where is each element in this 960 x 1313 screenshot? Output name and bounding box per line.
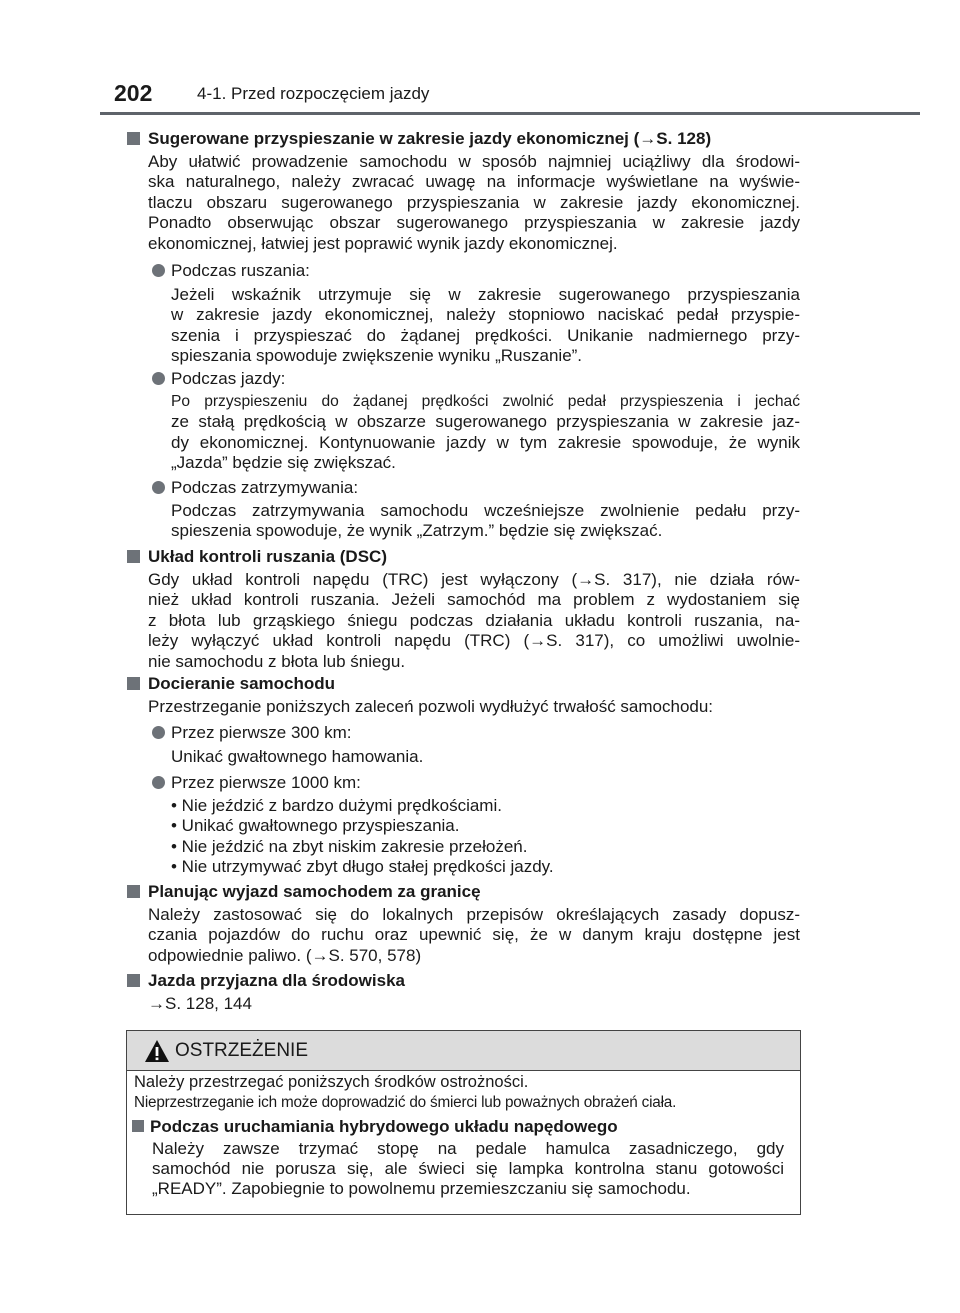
heading-text: Podczas uruchamiania hybrydowego układu napędowego [150,1117,618,1136]
circle-bullet-icon [152,481,165,494]
bullet-label: Podczas zatrzymywania: [171,478,359,497]
text-line: Po przyspieszeniu do żądanej prędkości zwolnić pedał przyspieszenia i jechać [171,393,800,410]
text-line: odpowiednie paliwo. (→S. 570, 578) [148,945,422,965]
text-line: Należy zawsze trzymać stopę na pedale hamulca zasadniczego, gdy [152,1139,784,1158]
paragraph [148,697,800,717]
text-line: nież układ kontroli ruszania. Jeżeli samochód ma problem z wydostaniem się [148,590,800,610]
warning-text: Nieprzestrzeganie ich może doprowadzić do śmierci lub poważnych obrażeń ciała. [134,1094,677,1111]
text-line: dy ekonomicznej. Kontynuowanie jazdy w tym zakresie spowoduje, że wynik [171,432,800,452]
text-line: tlaczu obszaru sugerowanego przyspieszania w zakresie jazdy ekonomicznej. [148,192,800,212]
text-line: Aby ułatwić prowadzenie samochodu w sposób najmniej uciążliwy dla środowi- [148,152,800,171]
heading-text: Sugerowane przyspieszanie w zakresie jazdy ekonomicznej (→S. 128) [148,129,712,148]
section-heading [127,128,711,149]
text-line: Unikać gwałtownego hamowania. [171,747,424,766]
section-heading [127,970,405,991]
bullet-item [152,477,358,498]
paragraph [171,285,800,367]
bullet-label: Podczas jazdy: [171,369,286,388]
paragraph [171,501,800,542]
text-line: nie samochodu z błota lub śniegu. [148,651,406,671]
bullet-item [152,368,285,389]
square-bullet-icon [127,677,140,690]
warning-paragraph [152,1139,784,1199]
warning-header [127,1031,800,1071]
paragraph [148,152,800,254]
page-reference [148,994,800,1014]
paragraph [171,747,800,767]
warning-heading [132,1117,618,1137]
heading-text: Docieranie samochodu [148,674,336,693]
circle-bullet-icon [152,372,165,385]
text-line: Jeżeli wskaźnik utrzymuje się w zakresie sugerowanego przyspieszania [171,285,800,304]
section-heading [127,673,335,694]
list [171,796,800,878]
text-line: ekonomicznej, łatwiej jest poprawić wynik jazdy ekonomicznej. [148,233,618,253]
page-number: 202 [114,80,153,106]
square-bullet-icon [127,132,140,145]
heading-text: Jazda przyjazna dla środowiska [148,971,405,990]
warning-box [126,1030,801,1215]
text-line: spieszania spowoduje zwiększenie wyniku „Ruszanie”. [171,346,583,366]
paragraph [148,570,800,672]
bullet-label: Przez pierwsze 1000 km: [171,773,361,792]
text-line: • Nie utrzymywać zbyt długo stałej prędkości jazdy. [171,857,554,877]
text-line: • Nie jeździć z bardzo dużymi prędkościami. [171,796,502,815]
warning-title: OSTRZEŻENIE [175,1040,309,1061]
text-line: czania pojazdów do ruchu oraz upewnić się, że w danym kraju dostępne jest [148,925,800,945]
text-line: Podczas zatrzymywania samochodu wcześniejsze zwolnienie pedału przy- [171,501,800,520]
header-rule [100,112,920,115]
warning-triangle-icon [144,1039,170,1063]
text-line: z błota lub grząskiego śniegu podczas działania układu kontroli ruszania, na- [148,610,800,630]
text-line: ze stałą prędkością w obszarze sugerowanego przyspieszania w zakresie jaz- [171,412,800,432]
square-bullet-icon [127,550,140,563]
section-title: 4-1. Przed rozpoczęciem jazdy [197,84,430,103]
text-line: ska naturalnego, należy zwracać uwagę na informacje wyświetlane na wyświe- [148,172,800,192]
text-line: spieszenia spowoduje, że wynik „Zatrzym.” będzie się zwiększać. [171,521,663,541]
paragraph [148,905,800,966]
bullet-item [152,772,361,793]
text-line: Należy zastosować się do lokalnych przepisów określających zasady dopusz- [148,905,800,924]
text-line: →S. 128, 144 [148,994,252,1013]
bullet-label: Podczas ruszania: [171,261,310,280]
text-line: • Nie jeździć na zbyt niskim zakresie przełożeń. [171,836,528,856]
bullet-label: Przez pierwsze 300 km: [171,723,352,742]
circle-bullet-icon [152,776,165,789]
circle-bullet-icon [152,726,165,739]
square-bullet-icon [132,1120,144,1132]
section-heading [127,546,387,567]
text-line: Przestrzeganie poniższych zaleceń pozwoli wydłużyć trwałość samochodu: [148,697,714,716]
square-bullet-icon [127,885,140,898]
text-line: • Unikać gwałtownego przyspieszania. [171,816,460,836]
circle-bullet-icon [152,264,165,277]
text-line: szenia i przyspieszać do żądanej prędkości. Unikanie nadmiernego przy- [171,325,800,345]
text-line: samochód nie porusza się, ale świeci się lampka kontrolna stanu gotowości [152,1159,784,1178]
text-line: w zakresie jazdy ekonomicznej, należy stopniowo naciskać pedał przyspie- [171,305,800,325]
text-line: Ponadto obserwując obszar sugerowanego przyspieszania w zakresie jazdy [148,213,800,233]
warning-text: Należy przestrzegać poniższych środków ostrożności. [134,1073,529,1091]
text-line: Gdy układ kontroli napędu (TRC) jest wyłączony (→S. 317), nie działa rów- [148,570,800,589]
bullet-item [152,722,351,743]
section-heading [127,881,481,902]
heading-text: Układ kontroli ruszania (DSC) [148,547,387,566]
text-line: „READY”. Zapobiegnie to powolnemu przemieszczaniu się samochodu. [152,1179,691,1198]
square-bullet-icon [127,974,140,987]
text-line: „Jazda” będzie się zwiększać. [171,453,396,473]
heading-text: Planując wyjazd samochodem za granicę [148,882,481,901]
text-line: leży wyłączyć układ kontroli napędu (TRC) (→S. 317), co umożliwi uwolnie- [148,631,800,651]
bullet-item [152,260,310,281]
paragraph [171,392,800,474]
